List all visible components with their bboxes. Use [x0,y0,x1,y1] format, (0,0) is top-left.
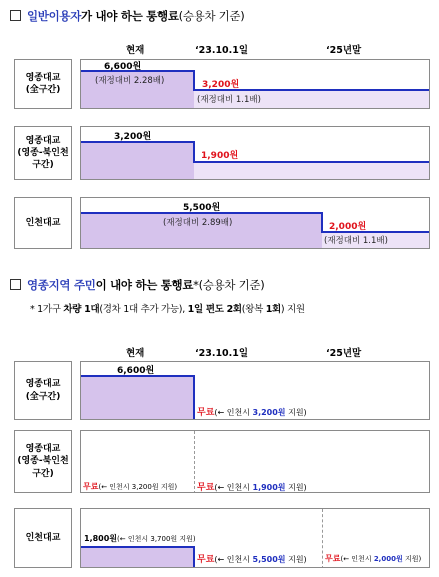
row-label-yeongjong-bukincheon: 영종대교 (영종-북인천 구간) [14,126,72,180]
future-toll: 3,200원 [202,80,240,90]
header-oct-2023: ‘23.10.1일 [195,45,249,56]
future-ratio: (재정대비 1.1배) [324,236,388,246]
current-toll: 6,600원 [117,366,155,376]
header-oct-2023: ‘23.10.1일 [195,348,249,359]
row-label-incheon-bridge: 인천대교 [14,508,72,568]
free-toll-note: 무료(← 인천시 3,200원 지원) [197,408,307,418]
row-label-yeongjong-bukincheon: 영종대교 (영종-북인천 구간) [14,430,72,493]
current-toll: 5,500원 [183,203,221,213]
header-end-2025: ‘25년말 [326,348,362,359]
header-end-2025: ‘25년말 [326,45,362,56]
chart-yeongjong-full [80,59,430,109]
current-ratio: (재정대비 2.89배) [163,218,233,228]
chart-incheon-bridge [80,197,430,249]
current-toll: 3,200원 [114,132,152,142]
free-toll-note-2023: 무료(← 인천시 5,500원 지원) [197,555,307,565]
future-ratio: (재정대비 1.1배) [197,95,261,105]
free-toll-note-current: 무료(← 인천시 3,200원 지원) [83,482,178,491]
free-toll-note-2025: 무료(← 인천시 2,000원 지원) [325,554,422,563]
resident-chart-yeongjong-bukincheon [80,430,430,493]
row-label-yeongjong-full: 영종대교 (全구간) [14,361,72,420]
header-current: 현재 [126,45,145,56]
resident-chart-yeongjong-full [80,361,430,420]
section2-title: 영종지역 주민이 내야 하는 통행료*(승용차 기준) [10,277,264,293]
free-toll-note-2023: 무료(← 인천시 1,900원 지원) [197,483,307,493]
checkbox-icon [10,10,21,21]
chart-yeongjong-bukincheon [80,126,430,180]
current-toll: 6,600원 [104,62,142,72]
current-ratio: (재정대비 2.28배) [95,76,165,86]
checkbox-icon [10,279,21,290]
future-toll: 2,000원 [329,222,367,232]
current-toll-note: 1,800원(← 인천시 3,700원 지원) [84,534,196,543]
header-current: 현재 [126,348,145,359]
support-note: * 1가구 차량 1대(경차 1대 추가 가능), 1일 편도 2회(왕복 1회) 지원 [30,304,305,315]
section1-title: 일반이용자가 내야 하는 통행료(승용차 기준) [10,8,244,24]
row-label-yeongjong-full: 영종대교 (全구간) [14,59,72,109]
row-label-incheon-bridge: 인천대교 [14,197,72,249]
future-toll: 1,900원 [201,151,239,161]
resident-chart-incheon-bridge [80,508,430,568]
